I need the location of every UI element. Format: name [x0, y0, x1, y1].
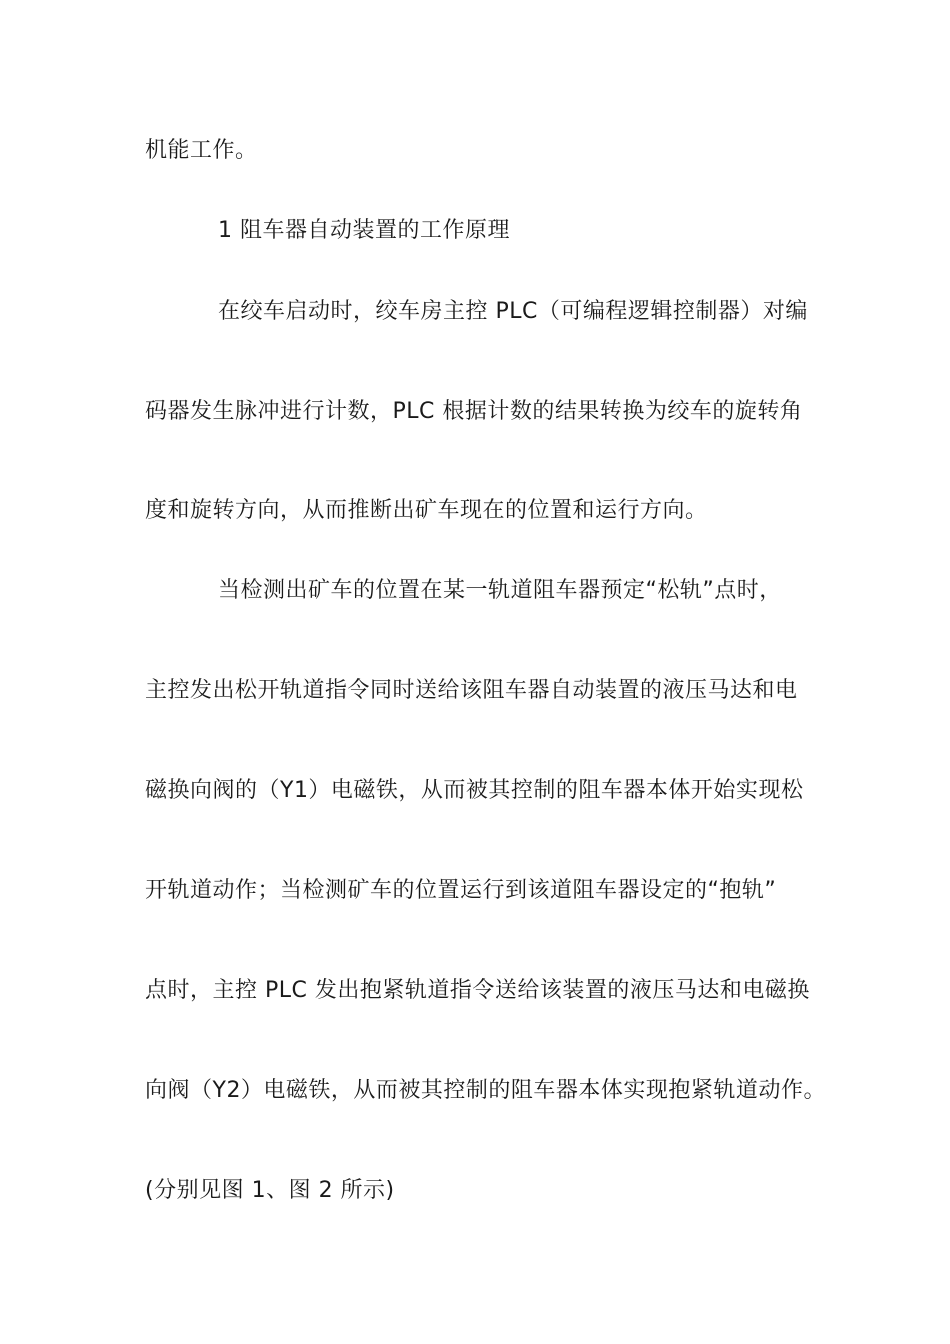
paragraph-2-line-3: 磁换向阀的（Y1）电磁铁，从而被其控制的阻车器本体开始实现松: [145, 778, 804, 803]
section-heading: 1 阻车器自动装置的工作原理: [218, 218, 510, 243]
text-line-continuation: 机能工作。: [145, 138, 258, 163]
paragraph-1-line-1: 在绞车启动时，绞车房主控 PLC（可编程逻辑控制器）对编: [218, 299, 808, 324]
paragraph-2-line-4: 开轨道动作；当检测矿车的位置运行到该道阻车器设定的“抱轨”: [145, 878, 777, 903]
paragraph-1-line-2: 码器发生脉冲进行计数，PLC 根据计数的结果转换为绞车的旋转角: [145, 399, 803, 424]
paragraph-1-line-3: 度和旋转方向，从而推断出矿车现在的位置和运行方向。: [145, 498, 708, 523]
paragraph-2-line-1: 当检测出矿车的位置在某一轨道阻车器预定“松轨”点时，: [218, 578, 782, 603]
paragraph-2-line-6: 向阀（Y2）电磁铁，从而被其控制的阻车器本体实现抱紧轨道动作。: [145, 1078, 826, 1103]
figure-reference-note: (分别见图 1、图 2 所示): [145, 1178, 395, 1203]
paragraph-2-line-5: 点时，主控 PLC 发出抱紧轨道指令送给该装置的液压马达和电磁换: [145, 978, 810, 1003]
paragraph-2-line-2: 主控发出松开轨道指令同时送给该阻车器自动装置的液压马达和电: [145, 678, 798, 703]
